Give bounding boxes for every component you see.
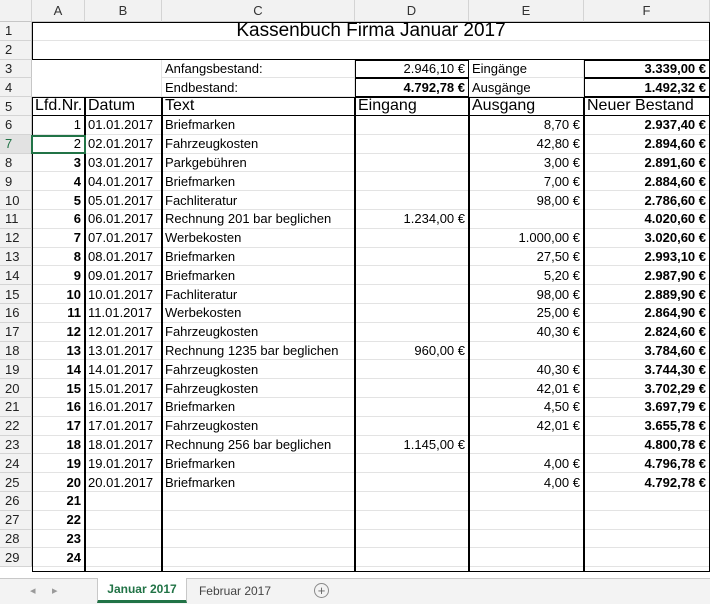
bestand-cell[interactable]: 2.993,10 €: [584, 248, 710, 267]
eingang-cell[interactable]: [355, 548, 469, 567]
row-header-19[interactable]: 19: [0, 360, 32, 379]
eingang-cell[interactable]: [355, 172, 469, 191]
ausgang-cell[interactable]: 4,50 €: [469, 398, 584, 417]
endbestand-value[interactable]: 4.792,78 €: [355, 78, 469, 97]
tab-februar-2017[interactable]: Februar 2017: [198, 583, 272, 598]
ausgang-cell[interactable]: 4,00 €: [469, 454, 584, 473]
bestand-cell[interactable]: 2.894,60 €: [584, 135, 710, 154]
bestand-cell[interactable]: 2.889,90 €: [584, 285, 710, 304]
anfangsbestand-label[interactable]: Anfangsbestand:: [162, 60, 355, 79]
lfd-nr-cell[interactable]: 13: [32, 342, 85, 361]
eingang-cell[interactable]: 1.145,00 €: [355, 436, 469, 455]
anfangsbestand-value[interactable]: 2.946,10 €: [355, 60, 469, 79]
lfd-nr-cell[interactable]: 21: [32, 492, 85, 511]
bestand-cell[interactable]: 3.697,79 €: [584, 398, 710, 417]
triangle-right-icon[interactable]: ▸: [52, 585, 58, 597]
ausgang-cell[interactable]: 1.000,00 €: [469, 229, 584, 248]
lfd-nr-cell[interactable]: 9: [32, 266, 85, 285]
row-header-11[interactable]: 11: [0, 210, 32, 229]
bestand-cell[interactable]: 2.824,60 €: [584, 323, 710, 342]
bestand-cell[interactable]: 2.884,60 €: [584, 172, 710, 191]
ausgang-cell[interactable]: 8,70 €: [469, 116, 584, 135]
row-header-3[interactable]: 3: [0, 60, 32, 79]
eingang-cell[interactable]: [355, 398, 469, 417]
row-header-20[interactable]: 20: [0, 379, 32, 398]
row-header-26[interactable]: 26: [0, 492, 32, 511]
eingang-cell[interactable]: [355, 360, 469, 379]
row-header-8[interactable]: 8: [0, 154, 32, 173]
select-all-corner[interactable]: [0, 0, 32, 22]
lfd-nr-cell[interactable]: 2: [32, 135, 85, 154]
ausgang-cell[interactable]: 40,30 €: [469, 360, 584, 379]
row-header-21[interactable]: 21: [0, 398, 32, 417]
text-cell[interactable]: Briefmarken: [162, 116, 355, 135]
row-header-5[interactable]: 5: [0, 97, 32, 116]
eingang-cell[interactable]: 1.234,00 €: [355, 210, 469, 229]
bestand-cell[interactable]: 3.784,60 €: [584, 342, 710, 361]
ausgang-cell[interactable]: 25,00 €: [469, 304, 584, 323]
bestand-cell[interactable]: 4.796,78 €: [584, 454, 710, 473]
lfd-nr-cell[interactable]: 12: [32, 323, 85, 342]
lfd-nr-cell[interactable]: 1: [32, 116, 85, 135]
empty-row-2[interactable]: [32, 41, 710, 60]
row-header-13[interactable]: 13: [0, 248, 32, 267]
eingang-cell[interactable]: [355, 304, 469, 323]
ausgang-cell[interactable]: [469, 511, 584, 530]
plus-circle-icon[interactable]: +: [314, 583, 329, 598]
datum-cell[interactable]: 19.01.2017: [85, 454, 162, 473]
text-cell[interactable]: Briefmarken: [162, 266, 355, 285]
text-cell[interactable]: Fachliteratur: [162, 285, 355, 304]
text-cell[interactable]: [162, 548, 355, 567]
eingang-cell[interactable]: [355, 511, 469, 530]
ausgang-cell[interactable]: 42,01 €: [469, 379, 584, 398]
header-eingang[interactable]: Eingang: [355, 97, 469, 116]
text-cell[interactable]: [162, 530, 355, 549]
row-header-17[interactable]: 17: [0, 323, 32, 342]
column-header-b[interactable]: B: [85, 0, 162, 22]
text-cell[interactable]: Werbekosten: [162, 304, 355, 323]
text-cell[interactable]: Fahrzeugkosten: [162, 379, 355, 398]
text-cell[interactable]: Fahrzeugkosten: [162, 360, 355, 379]
row-header-6[interactable]: 6: [0, 116, 32, 135]
eingang-cell[interactable]: [355, 454, 469, 473]
ausgang-cell[interactable]: [469, 342, 584, 361]
row-header-27[interactable]: 27: [0, 511, 32, 530]
datum-cell[interactable]: 02.01.2017: [85, 135, 162, 154]
header-datum[interactable]: Datum: [85, 97, 162, 116]
row-header-18[interactable]: 18: [0, 342, 32, 361]
ausgang-cell[interactable]: 98,00 €: [469, 191, 584, 210]
datum-cell[interactable]: 13.01.2017: [85, 342, 162, 361]
header-text[interactable]: Text: [162, 97, 355, 116]
eingang-cell[interactable]: [355, 248, 469, 267]
lfd-nr-cell[interactable]: 23: [32, 530, 85, 549]
row-header-23[interactable]: 23: [0, 436, 32, 455]
lfd-nr-cell[interactable]: 18: [32, 436, 85, 455]
column-header-a[interactable]: A: [32, 0, 85, 22]
eingang-cell[interactable]: [355, 473, 469, 492]
text-cell[interactable]: Briefmarken: [162, 473, 355, 492]
datum-cell[interactable]: 05.01.2017: [85, 191, 162, 210]
eingaenge-value[interactable]: 3.339,00 €: [584, 60, 710, 79]
bestand-cell[interactable]: 3.702,29 €: [584, 379, 710, 398]
text-cell[interactable]: Rechnung 201 bar beglichen: [162, 210, 355, 229]
bestand-cell[interactable]: 4.792,78 €: [584, 473, 710, 492]
text-cell[interactable]: Rechnung 1235 bar beglichen: [162, 342, 355, 361]
datum-cell[interactable]: 03.01.2017: [85, 154, 162, 173]
lfd-nr-cell[interactable]: 14: [32, 360, 85, 379]
bestand-cell[interactable]: [584, 530, 710, 549]
eingang-cell[interactable]: [355, 116, 469, 135]
row-header-22[interactable]: 22: [0, 417, 32, 436]
text-cell[interactable]: Fahrzeugkosten: [162, 417, 355, 436]
eingang-cell[interactable]: [355, 379, 469, 398]
datum-cell[interactable]: [85, 492, 162, 511]
ausgang-cell[interactable]: 5,20 €: [469, 266, 584, 285]
bestand-cell[interactable]: 3.020,60 €: [584, 229, 710, 248]
lfd-nr-cell[interactable]: 22: [32, 511, 85, 530]
ausgang-cell[interactable]: [469, 210, 584, 229]
datum-cell[interactable]: 16.01.2017: [85, 398, 162, 417]
eingang-cell[interactable]: [355, 191, 469, 210]
column-header-d[interactable]: D: [355, 0, 469, 22]
lfd-nr-cell[interactable]: 24: [32, 548, 85, 567]
header-lfd-nr[interactable]: Lfd.Nr.: [32, 97, 85, 116]
lfd-nr-cell[interactable]: 4: [32, 172, 85, 191]
ausgaenge-label[interactable]: Ausgänge: [469, 78, 584, 97]
column-header-c[interactable]: C: [162, 0, 355, 22]
ausgang-cell[interactable]: 3,00 €: [469, 154, 584, 173]
column-header-e[interactable]: E: [469, 0, 584, 22]
text-cell[interactable]: Fachliteratur: [162, 191, 355, 210]
bestand-cell[interactable]: 2.987,90 €: [584, 266, 710, 285]
text-cell[interactable]: Briefmarken: [162, 172, 355, 191]
datum-cell[interactable]: 06.01.2017: [85, 210, 162, 229]
text-cell[interactable]: Briefmarken: [162, 398, 355, 417]
datum-cell[interactable]: 10.01.2017: [85, 285, 162, 304]
lfd-nr-cell[interactable]: 17: [32, 417, 85, 436]
column-header-f[interactable]: F: [584, 0, 710, 22]
lfd-nr-cell[interactable]: 19: [32, 454, 85, 473]
bestand-cell[interactable]: 2.937,40 €: [584, 116, 710, 135]
datum-cell[interactable]: [85, 530, 162, 549]
bestand-cell[interactable]: 2.891,60 €: [584, 154, 710, 173]
bestand-cell[interactable]: 3.744,30 €: [584, 360, 710, 379]
eingang-cell[interactable]: [355, 530, 469, 549]
row-header-4[interactable]: 4: [0, 78, 32, 97]
lfd-nr-cell[interactable]: 20: [32, 473, 85, 492]
datum-cell[interactable]: 18.01.2017: [85, 436, 162, 455]
eingang-cell[interactable]: 960,00 €: [355, 342, 469, 361]
bestand-cell[interactable]: 4.020,60 €: [584, 210, 710, 229]
bestand-cell[interactable]: [584, 511, 710, 530]
eingang-cell[interactable]: [355, 323, 469, 342]
eingang-cell[interactable]: [355, 266, 469, 285]
lfd-nr-cell[interactable]: 6: [32, 210, 85, 229]
row-header-2[interactable]: 2: [0, 41, 32, 60]
bestand-cell[interactable]: [584, 492, 710, 511]
ausgang-cell[interactable]: 7,00 €: [469, 172, 584, 191]
ausgang-cell[interactable]: [469, 492, 584, 511]
lfd-nr-cell[interactable]: 8: [32, 248, 85, 267]
header-ausgang[interactable]: Ausgang: [469, 97, 584, 116]
row-header-15[interactable]: 15: [0, 285, 32, 304]
datum-cell[interactable]: 04.01.2017: [85, 172, 162, 191]
ausgang-cell[interactable]: 40,30 €: [469, 323, 584, 342]
row-header-12[interactable]: 12: [0, 229, 32, 248]
row-header-16[interactable]: 16: [0, 304, 32, 323]
ausgang-cell[interactable]: 4,00 €: [469, 473, 584, 492]
ausgaenge-value[interactable]: 1.492,32 €: [584, 78, 710, 97]
lfd-nr-cell[interactable]: 7: [32, 229, 85, 248]
tab-januar-2017[interactable]: Januar 2017: [97, 578, 187, 603]
row-header-7[interactable]: 7: [0, 135, 32, 154]
endbestand-label[interactable]: Endbestand:: [162, 78, 355, 97]
lfd-nr-cell[interactable]: 5: [32, 191, 85, 210]
eingang-cell[interactable]: [355, 135, 469, 154]
row-header-9[interactable]: 9: [0, 172, 32, 191]
eingang-cell[interactable]: [355, 154, 469, 173]
datum-cell[interactable]: 15.01.2017: [85, 379, 162, 398]
text-cell[interactable]: [162, 511, 355, 530]
row-header-24[interactable]: 24: [0, 454, 32, 473]
sheet-title[interactable]: Kassenbuch Firma Januar 2017: [32, 22, 710, 41]
eingang-cell[interactable]: [355, 229, 469, 248]
row-header-14[interactable]: 14: [0, 266, 32, 285]
row-header-1[interactable]: 1: [0, 22, 32, 41]
bestand-cell[interactable]: 2.786,60 €: [584, 191, 710, 210]
eingaenge-label[interactable]: Eingänge: [469, 60, 584, 79]
datum-cell[interactable]: 17.01.2017: [85, 417, 162, 436]
ausgang-cell[interactable]: 42,01 €: [469, 417, 584, 436]
sheet-tab-bar: [0, 578, 710, 604]
row-header-25[interactable]: 25: [0, 473, 32, 492]
text-cell[interactable]: [162, 492, 355, 511]
datum-cell[interactable]: 11.01.2017: [85, 304, 162, 323]
ausgang-cell[interactable]: [469, 530, 584, 549]
ausgang-cell[interactable]: [469, 436, 584, 455]
lfd-nr-cell[interactable]: 3: [32, 154, 85, 173]
row-header-29[interactable]: 29: [0, 548, 32, 567]
header-neuer-bestand[interactable]: Neuer Bestand: [584, 97, 710, 116]
bestand-cell[interactable]: 2.864,90 €: [584, 304, 710, 323]
datum-cell[interactable]: 12.01.2017: [85, 323, 162, 342]
text-cell[interactable]: Parkgebühren: [162, 154, 355, 173]
summary-blank[interactable]: [32, 60, 162, 98]
ausgang-cell[interactable]: 27,50 €: [469, 248, 584, 267]
datum-cell[interactable]: 09.01.2017: [85, 266, 162, 285]
bestand-cell[interactable]: 4.800,78 €: [584, 436, 710, 455]
bestand-cell[interactable]: 3.655,78 €: [584, 417, 710, 436]
text-cell[interactable]: Fahrzeugkosten: [162, 135, 355, 154]
eingang-cell[interactable]: [355, 285, 469, 304]
bestand-cell[interactable]: [584, 548, 710, 567]
row-header-10[interactable]: 10: [0, 191, 32, 210]
datum-cell[interactable]: [85, 548, 162, 567]
lfd-nr-cell[interactable]: 11: [32, 304, 85, 323]
lfd-nr-cell[interactable]: 15: [32, 379, 85, 398]
text-cell[interactable]: Briefmarken: [162, 454, 355, 473]
ausgang-cell[interactable]: 42,80 €: [469, 135, 584, 154]
row-header-28[interactable]: 28: [0, 530, 32, 549]
datum-cell[interactable]: 07.01.2017: [85, 229, 162, 248]
datum-cell[interactable]: 14.01.2017: [85, 360, 162, 379]
text-cell[interactable]: Rechnung 256 bar beglichen: [162, 436, 355, 455]
lfd-nr-cell[interactable]: 16: [32, 398, 85, 417]
datum-cell[interactable]: 08.01.2017: [85, 248, 162, 267]
lfd-nr-cell[interactable]: 10: [32, 285, 85, 304]
eingang-cell[interactable]: [355, 417, 469, 436]
datum-cell[interactable]: 20.01.2017: [85, 473, 162, 492]
ausgang-cell[interactable]: 98,00 €: [469, 285, 584, 304]
datum-cell[interactable]: 01.01.2017: [85, 116, 162, 135]
triangle-left-icon[interactable]: ◂: [30, 585, 36, 597]
text-cell[interactable]: Fahrzeugkosten: [162, 323, 355, 342]
text-cell[interactable]: Werbekosten: [162, 229, 355, 248]
text-cell[interactable]: Briefmarken: [162, 248, 355, 267]
ausgang-cell[interactable]: [469, 548, 584, 567]
datum-cell[interactable]: [85, 511, 162, 530]
eingang-cell[interactable]: [355, 492, 469, 511]
